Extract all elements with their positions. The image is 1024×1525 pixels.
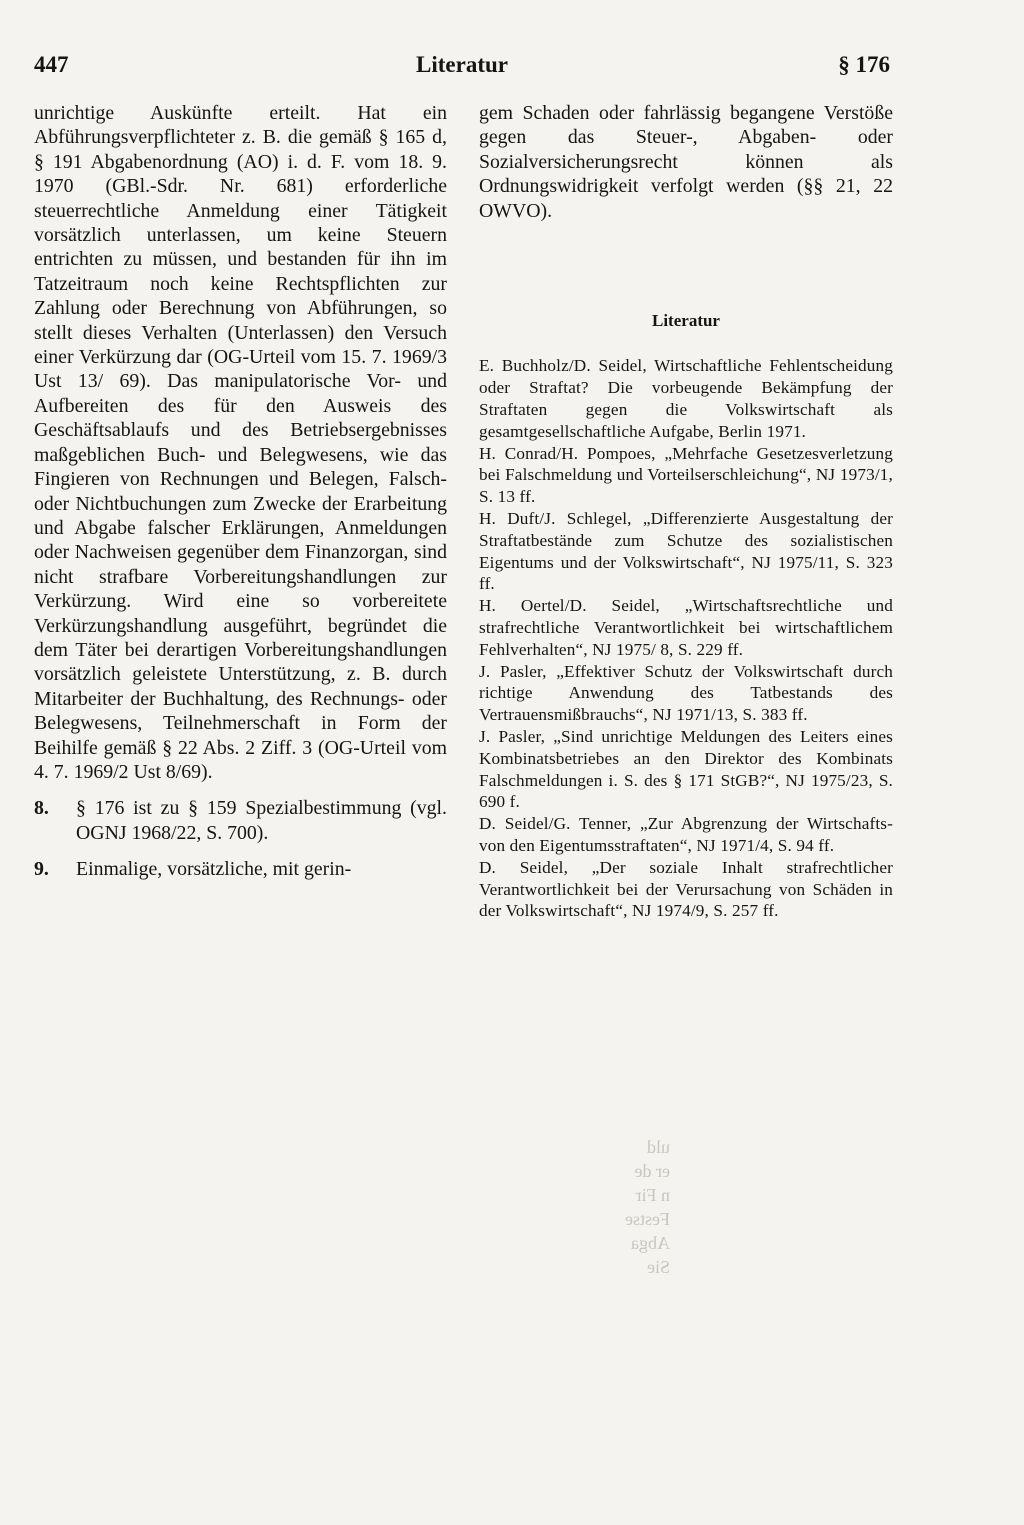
page-number: 447 [34,52,69,77]
literature-entry: H. Oertel/D. Seidel, „Wirtschaftsrechtliche und strafrechtliche Verantwortlichkeit bei wirtschaftlichem Fehlverhalten“, NJ 1975/ 8, S. 229 ff. [479,596,893,659]
item-number: 8. [34,797,49,820]
literature-entry: H. Duft/J. Schlegel, „Differenzierte Ausgestaltung der Straftatbestände zum Schutze des sozialistischen Eigentums und der Volkswirtschaft“, NJ 1975/11, S. 323 ff. [479,509,893,594]
literature-entry: H. Conrad/H. Pompoes, „Mehrfache Gesetzesverletzung bei Falschmeldung und Vorteilserschleichung“, NJ 1973/1, S. 13 ff. [479,443,893,507]
right-column [479,101,893,922]
section-number: § 176 [838,52,890,77]
running-head [34,52,890,86]
numbered-item-9 [34,857,447,881]
continuation-paragraph: gem Schaden oder fahrlässig begangene Verstöße gegen das Steuer-, Abgaben- oder Sozialversicherungsrecht können als Ordnungswidrigkeit verfolgt werden (§§ 21, 22 OWVO). [479,102,893,222]
literature-list [479,355,893,922]
body-paragraph: unrichtige Auskünfte erteilt. Hat ein Abführungsverpflichteter z. B. die gemäß § 165 d, § 191 Abgabenordnung (AO) i. d. F. vom 18. 9. 1970 (GBl.-Sdr. Nr. 681) erforderliche steuerrechtliche Anmeldung einer Tätigkeit vorsätzlich unterlassen, um keine Steuern entrichten zu müssen, und bestanden für ihn im Tatzeitraum noch keine Rechtspflichten zur Zahlung oder Berechnung von Abführungen, so stellt dieses Verhalten (Unterlassen) den Versuch einer Verkürzung dar (OG-Urteil vom 15. 7. 1969/3 Ust 13/ 69). Das manipulatorische Vor- und Aufbereiten des für den Ausweis des Geschäftsablaufs und des Betriebsergebnisses maßgeblichen Buch- und Belegwesens, wie das Fingieren von Rechnungen und Belegen, Falsch- oder Nichtbuchungen zum Zwecke der Erarbeitung und Abgabe falscher Erklärungen, Anmeldungen oder Nachweisen gegenüber dem Finanzorgan, sind nicht strafbare Vorbereitungshandlungen zur Verkürzung. Wird eine so vorbereitete Verkürzungshandlung ausgeführt, begründet die dem Täter bei derartigen Vorbereitungshandlungen vorsätzlich geleistete Unterstützung, z. B. durch Mitarbeiter der Buchhaltung, des Rechnungs- oder Belegwesens, Teilnehmerschaft in Form der Beihilfe gemäß § 22 Abs. 2 Ziff. 3 (OG-Urteil vom 4. 7. 1969/2 Ust 8/69). [34,102,447,783]
literature-entry: J. Pasler, „Effektiver Schutz der Volkswirtschaft durch richtige Anwendung des Tatbestands des Vertrauensmißbrauchs“, NJ 1971/13, S. 383 ff. [479,661,893,725]
literature-heading: Literatur [652,311,720,331]
item-text: Einmalige, vorsätzliche, mit gerin- [76,858,352,881]
running-title: Literatur [416,52,508,77]
literature-entry: J. Pasler, „Sind unrichtige Meldungen des Leiters eines Kombinatsbetriebes an den Direktor des Kombinats Falschmeldungen i. S. des § 171 StGB?“, NJ 1975/23, S. 690 f. [479,726,893,812]
numbered-item-8 [34,796,447,845]
bleed-through-text: uld er de n Fir Festse Abga Sie [625,1137,670,1277]
left-column [34,101,447,882]
literature-entry: E. Buchholz/D. Seidel, Wirtschaftliche Fehlentscheidung oder Straftat? Die vorbeugende Bekämpfung der Straftaten gegen die Volkswirtschaft als gesamtgesellschaftliche Aufgabe, Berlin 1971. [479,356,893,441]
item-number: 9. [34,858,49,881]
literature-entry: D. Seidel/G. Tenner, „Zur Abgrenzung der Wirtschafts- von den Eigentumsstraftaten“, NJ 1971/4, S. 94 ff. [479,814,893,855]
item-text: § 176 ist zu § 159 Spezialbestimmung (vgl. OGNJ 1968/22, S. 700). [76,797,447,844]
literature-entry: D. Seidel, „Der soziale Inhalt strafrechtlicher Verantwortlichkeit bei der Verursachung von Schäden in der Volkswirtschaft“, NJ 1974/9, S. 257 ff. [479,857,893,921]
